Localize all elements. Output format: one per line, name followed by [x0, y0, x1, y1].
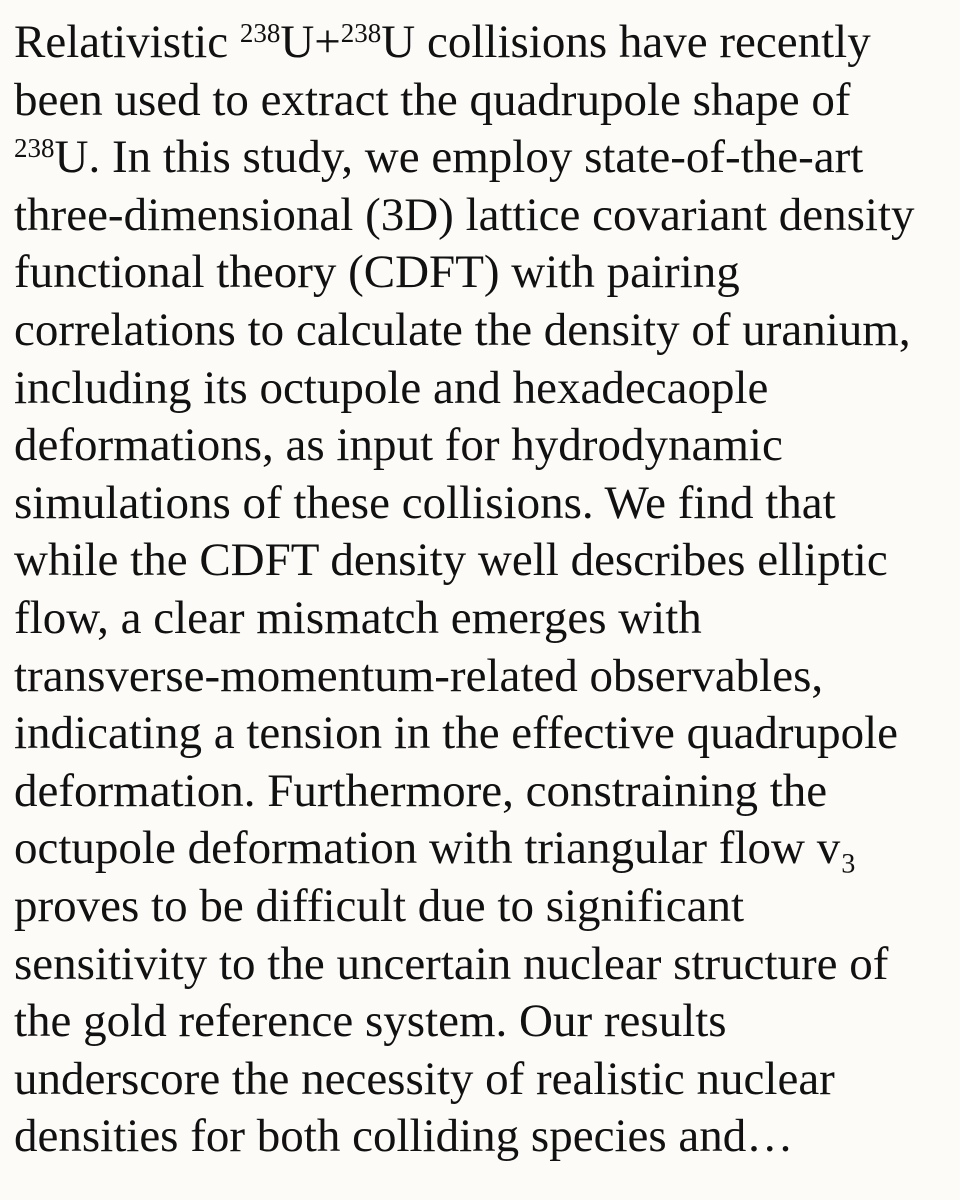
- line-1-suffix: U collisions have recently: [381, 16, 871, 68]
- abstract-line-1: [14, 14, 940, 72]
- abstract-text: [14, 14, 940, 1166]
- abstract-line-6: correlations to calculate the density of uranium,: [14, 303, 911, 356]
- abstract-line-15: octupole deformation with triangular flow v₃: [14, 822, 857, 875]
- abstract-line-18: the gold reference system. Our results: [14, 995, 727, 1048]
- abstract-line-5: functional theory (CDFT) with pairing: [14, 246, 740, 299]
- abstract-line-16: proves to be difficult due to significant: [14, 879, 745, 932]
- element-symbol: U+: [280, 16, 341, 68]
- abstract-line-4: three-dimensional (3D) lattice covariant density: [14, 188, 915, 241]
- abstract-line-12: transverse-momentum-related observables,: [14, 649, 824, 702]
- abstract-line-9: simulations of these collisions. We find that: [14, 476, 836, 529]
- abstract-line-11: flow, a clear mismatch emerges with: [14, 591, 702, 644]
- abstract-line-10: while the CDFT density well describes elliptic: [14, 534, 888, 587]
- abstract-line-17: sensitivity to the uncertain nuclear structure of: [14, 937, 889, 990]
- abstract-line-3: [14, 129, 940, 187]
- mass-number-superscript: 238: [14, 133, 55, 164]
- abstract-line-19: underscore the necessity of realistic nuclear: [14, 1052, 835, 1105]
- abstract-line-2: been used to extract the quadrupole shape of: [14, 73, 851, 126]
- line-3-rest: U. In this study, we employ state-of-the-art: [54, 131, 864, 184]
- abstract-line-14: deformation. Furthermore, constraining the: [14, 764, 828, 817]
- abstract-line-7: including its octupole and hexadecaople: [14, 361, 769, 414]
- abstract-line-20: densities for both colliding species and…: [14, 1110, 794, 1163]
- abstract-line-8: deformations, as input for hydrodynamic: [14, 419, 783, 472]
- mass-number-superscript: 238: [340, 18, 382, 48]
- mass-number-superscript: 238: [239, 18, 281, 48]
- line-1-prefix: Relativistic: [14, 16, 240, 68]
- abstract-line-13: indicating a tension in the effective quadrupole: [14, 707, 899, 760]
